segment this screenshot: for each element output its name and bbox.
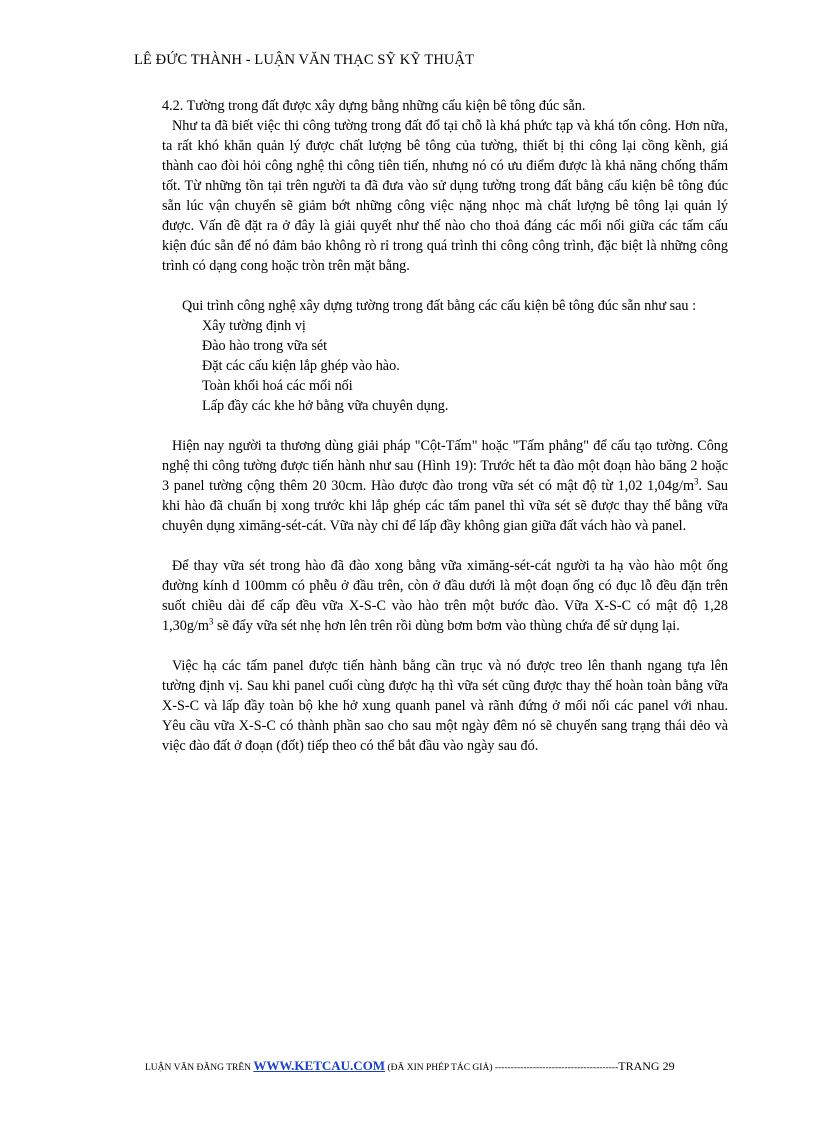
footer-suffix: (ĐÃ XIN PHÉP TÁC GIẢ) --------------------------------------- xyxy=(385,1063,619,1073)
process-step: Xây tường định vị xyxy=(202,318,306,334)
page-footer xyxy=(145,1058,719,1074)
paragraph-2-text-b: . Sau khi hào đã chuẩn bị xong trước khi lắp ghép các tấm panel thì vữa sét sẽ được thay thế bằng vữa chuyên dụng ximăng-sét-cát. Vữa này chỉ để lấp đầy không gian giữa đất vách hào và panel. xyxy=(162,478,729,534)
paragraph-4: Việc hạ các tấm panel được tiến hành bằng cần trục và nó được treo lên thanh ngang tựa lên tường định vị. Sau khi panel cuối cùng được hạ thì vữa sét cũng được thay thế hoàn toàn bằng vữa X-S-C và lấp đầy toàn bộ khe hở xung quanh panel và rãnh đứng ở mối nối các panel với nhau. Yêu cầu vữa X-S-C có thành phần sao cho sau một ngày đêm nó sẽ chuyển sang trạng thái dẻo và việc đào đất ở đoạn (đốt) tiếp theo có thể bắt đầu vào ngày sau đó. xyxy=(162,658,728,754)
document-body xyxy=(162,96,728,756)
paragraph-3-text-a: Để thay vữa sét trong hào đã đào xong bằng vữa ximăng-sét-cát người ta hạ vào hào một ống đường kính d 100mm có phễu ở đầu trên, còn ở đầu dưới là một đoạn ống có đục lỗ đều đặn trên suốt chiều dài để cấp đều vữa X-S-C vào hào trên một bước đào. Vữa X-S-C có mật độ 1,28 1,30g/m xyxy=(162,558,728,634)
paragraph-3-text-b: sẽ đẩy vữa sét nhẹ hơn lên trên rồi dùng bơm bơm vào thùng chứa để sử dụng lại. xyxy=(213,618,680,634)
footer-prefix: LUẬN VĂN ĐĂNG TRÊN xyxy=(145,1063,254,1073)
paragraph-2-text-a: Hiện nay người ta thương dùng giải pháp "Cột-Tấm" hoặc "Tấm phẳng" để cấu tạo tường. Công nghệ thi công tường được tiến hành như sau (Hình 19): Trước hết ta đào một đoạn hào băng 2 hoặc 3 panel tường cộng thêm 20 30cm. Hào được đào trong vữa sét có mật độ từ 1,02 1,04g/m xyxy=(162,438,728,494)
section-title: 4.2. Tường trong đất được xây dựng bằng những cấu kiện bê tông đúc sẵn. xyxy=(162,98,586,114)
superscript: 3 xyxy=(208,616,214,627)
spacer xyxy=(162,636,728,656)
spacer xyxy=(162,536,728,556)
process-step: Đặt các cấu kiện lắp ghép vào hào. xyxy=(202,358,400,374)
process-step: Đào hào trong vữa sét xyxy=(202,338,328,354)
process-step: Lấp đầy các khe hở bằng vữa chuyên dụng. xyxy=(202,398,449,414)
website-link[interactable]: WWW.KETCAU.COM xyxy=(253,1058,386,1073)
spacer xyxy=(162,416,728,436)
paragraph-2 xyxy=(162,436,728,536)
paragraph-3 xyxy=(162,556,728,636)
process-step: Toàn khối hoá các mối nối xyxy=(202,378,353,394)
page-number: TRANG 29 xyxy=(618,1059,675,1073)
superscript: 3 xyxy=(694,476,699,487)
spacer xyxy=(162,276,728,296)
process-intro: Qui trình công nghệ xây dựng tường trong đất bằng các cấu kiện bê tông đúc sẵn như sau : xyxy=(182,298,697,314)
paragraph-1: Như ta đã biết việc thi công tường trong đất đổ tại chỗ là khá phức tạp và khá tốn công. Hơn nữa, ta rất khó khăn quản lý được chất lượng bê tông của tường, thiết bị thi công lại cồng kềnh, giá thành cao đòi hỏi công nghệ thi công tiên tiến, nhưng nó có ưu điểm được là khả năng chống thấm tốt. Từ những tồn tại trên người ta đã đưa vào sử dụng tường trong đất bằng cấu kiện bê tông đúc sẵn lúc vận chuyển sẽ giảm bớt những công việc nặng nhọc mà chất lượng bê tông lại quản lý được. Vấn đề đặt ra ở đây là giải quyết như thế nào cho thoả đáng các mối nối giữa các tấm cấu kiện đúc sẵn để nó đảm bảo không rò rỉ trong quá trình thi công công trình, đặc biệt là những công trình có dạng cong hoặc tròn trên mặt bằng. xyxy=(162,118,728,274)
running-header: LÊ ĐỨC THÀNH - LUẬN VĂN THẠC SỸ KỸ THUẬT xyxy=(134,52,475,68)
